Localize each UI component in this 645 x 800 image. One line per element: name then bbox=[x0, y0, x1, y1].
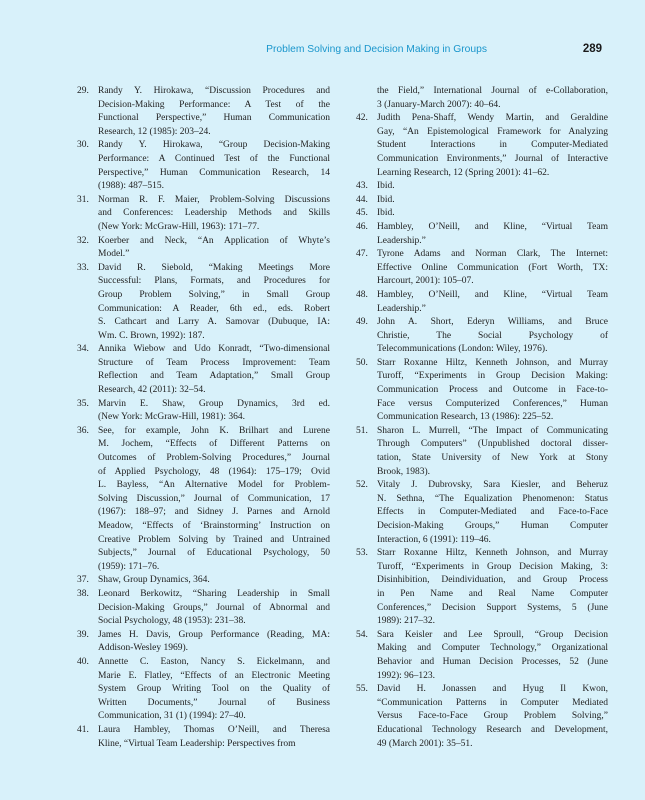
endnote-line: Hambley, O’Neill, and Kline, “Virtual Team bbox=[377, 221, 608, 232]
endnote-line: Kline, “Virtual Team Leadership: Perspectives from bbox=[98, 738, 296, 749]
endnote bbox=[77, 724, 330, 751]
endnote-number: 42. bbox=[356, 113, 368, 124]
endnote bbox=[356, 316, 608, 357]
endnote-line: Effective Online Communication (Fort Worth, TX: bbox=[377, 262, 608, 273]
endnote-line: S. Cathcart and Larry A. Samovar (Dubuque, IA: bbox=[98, 317, 330, 328]
endnote-line: James H. Davis, Group Performance (Reading, MA: bbox=[98, 629, 330, 640]
endnote-number: 29. bbox=[77, 86, 89, 96]
endnote-text bbox=[377, 248, 608, 289]
endnote-number: 53. bbox=[356, 548, 368, 559]
endnote-text bbox=[98, 85, 330, 139]
endnote-line: Decision-Making Groups,” Journal of Abnormal and bbox=[98, 602, 330, 613]
endnote-line: Disinhibition, Deindividuation, and Group Process bbox=[377, 575, 608, 586]
endnote-line: Randy Y. Hirokawa, “Group Decision-Making bbox=[98, 140, 330, 151]
endnote-text bbox=[377, 629, 608, 683]
endnote-line: Successful: Plans, Formats, and Procedures for bbox=[98, 276, 330, 287]
endnote-line: System Group Writing Tool on the Quality of bbox=[98, 684, 330, 695]
endnote-number: 34. bbox=[77, 344, 89, 355]
endnote-line: Versus Face-to-Face Group Problem Solving,” bbox=[377, 711, 608, 722]
endnote bbox=[356, 547, 608, 629]
endnote bbox=[77, 85, 330, 139]
endnote-text bbox=[98, 588, 330, 629]
endnote-line: Reflection and Team Adaptation,” Small Group bbox=[98, 371, 330, 382]
endnote-line: Learning Research, 12 (Spring 2001): 41–62. bbox=[377, 167, 550, 178]
endnote-line: Ibid. bbox=[377, 194, 395, 205]
endnote bbox=[356, 248, 608, 289]
endnote-line: (1988): 487–515. bbox=[98, 181, 164, 192]
endnote bbox=[356, 207, 608, 221]
endnote-line: Communication, 31 (1) (1994): 27–40. bbox=[98, 711, 246, 722]
endnote-number: 46. bbox=[356, 221, 368, 232]
endnote-line: Perspective,” Human Communication Research, 14 bbox=[98, 167, 330, 178]
endnote-number: 32. bbox=[77, 235, 89, 246]
endnote-line: Marvin E. Shaw, Group Dynamics, 3rd ed. bbox=[98, 398, 330, 409]
endnote-line: Starr Roxanne Hiltz, Kenneth Johnson, and Murray bbox=[377, 548, 608, 559]
endnote-line: Telecommunications (London: Wiley, 1976). bbox=[377, 344, 548, 355]
endnote-line: Decision-Making Groups,” Human Computer bbox=[377, 521, 608, 531]
endnote bbox=[77, 343, 330, 397]
endnote-line: Subjects,” Journal of Educational Psychology, 50 bbox=[98, 548, 330, 559]
endnote-number: 55. bbox=[356, 684, 368, 695]
endnote bbox=[356, 194, 608, 208]
endnote bbox=[356, 221, 608, 248]
endnote bbox=[77, 425, 330, 575]
endnote-line: M. Jochem, “Effects of Different Patterns on bbox=[98, 439, 330, 450]
endnote-line: the Field,” International Journal of e-Collaboration, bbox=[377, 86, 608, 96]
endnote-number: 44. bbox=[356, 194, 368, 205]
endnote-line: Ibid. bbox=[377, 208, 395, 219]
endnote-number: 37. bbox=[77, 575, 89, 586]
endnote-text bbox=[98, 235, 330, 262]
endnote-number: 33. bbox=[77, 262, 89, 273]
endnote-number: 31. bbox=[77, 194, 89, 205]
endnote-line: Wm. C. Brown, 1992): 187. bbox=[98, 330, 205, 341]
endnote bbox=[356, 180, 608, 194]
endnote-line: Decision-Making Performance: A Test of the bbox=[98, 99, 330, 110]
endnote-line: Through Computers” (Unpublished doctoral disser- bbox=[377, 439, 608, 450]
endnote-number: 52. bbox=[356, 480, 368, 491]
endnote-line: Research, 12 (1985): 203–24. bbox=[98, 126, 211, 137]
endnote-number: 38. bbox=[77, 588, 89, 599]
endnote-line: Behavior and Human Decision Processes, 52 (June bbox=[377, 656, 608, 667]
endnote-line: L. Bayless, “An Alternative Model for Problem- bbox=[98, 480, 330, 491]
endnote-text bbox=[98, 425, 330, 575]
endnote-line: Solving Discussion,” Journal of Communication, 17 bbox=[98, 493, 330, 504]
endnote-line: Effects in Computer-Mediated and Face-to-Face bbox=[377, 507, 608, 518]
endnote-text bbox=[377, 85, 608, 112]
endnote-line: Structure of Team Process Improvement: Team bbox=[98, 357, 330, 368]
endnote-line: Leadership.” bbox=[377, 235, 426, 246]
endnote-line: Model.” bbox=[98, 249, 130, 260]
endnote bbox=[356, 683, 608, 751]
endnote-text bbox=[377, 207, 608, 221]
endnote-line: 3 (January-March 2007): 40–64. bbox=[377, 99, 501, 110]
endnote-line: Conferences,” Decision Support Systems, 5 (June bbox=[377, 602, 608, 613]
endnote-text bbox=[98, 574, 330, 588]
endnote-line: Research, 42 (2011): 32–54. bbox=[98, 385, 206, 396]
endnote-text bbox=[98, 194, 330, 235]
endnote-text bbox=[377, 425, 608, 479]
endnote-line: Group Problem Solving,” in Small Group bbox=[98, 289, 330, 300]
endnote-number: 39. bbox=[77, 629, 89, 640]
endnote-text bbox=[377, 479, 608, 547]
endnote bbox=[356, 112, 608, 180]
endnote-line: 49 (March 2001): 35–51. bbox=[377, 738, 473, 749]
endnote-line: Addison-Wesley 1969). bbox=[98, 643, 188, 654]
endnote bbox=[77, 235, 330, 262]
endnote-line: Leadership.” bbox=[377, 303, 426, 314]
endnote bbox=[356, 425, 608, 479]
endnote-line: Annette C. Easton, Nancy S. Eickelmann, and bbox=[98, 656, 330, 667]
endnote-line: Meadow, “Effects of ‘Brainstorming’ Instruction on bbox=[98, 521, 330, 531]
endnote bbox=[77, 398, 330, 425]
endnote-line: Communication Process and Outcome in Face-to- bbox=[377, 385, 608, 396]
endnote-line: John A. Short, Ederyn Williams, and Bruce bbox=[377, 317, 608, 328]
endnote-line: Communication Research, 13 (1986): 225–52. bbox=[377, 412, 554, 423]
endnote-text bbox=[98, 343, 330, 397]
page-number: 289 bbox=[582, 43, 602, 55]
endnote-line: (New York: McGraw-Hill, 1981): 364. bbox=[98, 412, 245, 423]
endnote-line: Sara Keisler and Lee Sproull, “Group Decision bbox=[377, 629, 608, 640]
endnote-line: Making and Computer Technology,” Organizational bbox=[377, 643, 608, 654]
endnote-text bbox=[377, 180, 608, 194]
endnote-line: Communication: A Reader, 6th ed., eds. Robert bbox=[98, 303, 330, 314]
endnote-line: N. Sethna, “The Equalization Phenomenon: Status bbox=[377, 493, 608, 504]
endnote bbox=[356, 357, 608, 425]
endnote-text bbox=[98, 398, 330, 425]
endnote-text bbox=[98, 724, 330, 751]
endnote-number: 51. bbox=[356, 425, 368, 436]
endnote-number: 40. bbox=[77, 656, 89, 667]
endnote-text bbox=[377, 221, 608, 248]
endnote-line: 1989): 217–32. bbox=[377, 616, 436, 627]
endnote-line: tation, State University of New York at Stony bbox=[377, 453, 608, 464]
endnote-text bbox=[377, 194, 608, 208]
endnote-line: Norman R. F. Maier, Problem-Solving Discussions bbox=[98, 194, 330, 205]
endnote bbox=[77, 262, 330, 344]
running-title: Problem Solving and Decision Making in Groups bbox=[266, 44, 487, 55]
endnote-number: 47. bbox=[356, 249, 368, 260]
endnote-line: Leonard Berkowitz, “Sharing Leadership in Small bbox=[98, 588, 330, 599]
endnote-number: 49. bbox=[356, 317, 368, 328]
endnote-line: Randy Y. Hirokawa, “Discussion Procedures and bbox=[98, 86, 330, 96]
endnote-number: 45. bbox=[356, 208, 368, 219]
endnote-line: David H. Jonassen and Hyug Il Kwon, bbox=[377, 684, 608, 695]
endnote-text bbox=[377, 289, 608, 316]
endnote-number: 30. bbox=[77, 140, 89, 151]
endnote-line: Performance: A Continued Test of the Functional bbox=[98, 153, 330, 164]
endnote-line: Vitaly J. Dubrovsky, Sara Kiesler, and Beheruz bbox=[377, 480, 608, 491]
endnote bbox=[77, 588, 330, 629]
endnote-line: Written Documents,” Journal of Business bbox=[98, 697, 330, 708]
endnote-line: (New York: McGraw-Hill, 1963): 171–77. bbox=[98, 221, 260, 232]
endnote-text bbox=[98, 262, 330, 344]
endnote-line: Turoff, “Experiments in Group Decision Making, 3: bbox=[377, 561, 608, 572]
endnote bbox=[77, 194, 330, 235]
endnote-line: Shaw, Group Dynamics, 364. bbox=[98, 575, 210, 586]
endnote-line: Turoff, “Experiments in Group Decision Making: bbox=[377, 371, 608, 382]
endnote-line: (1959): 171–76. bbox=[98, 561, 160, 572]
endnote-line: “Communication Patterns in Computer Mediated bbox=[377, 697, 608, 708]
endnote-text bbox=[377, 357, 608, 425]
endnote-line: Marie E. Flatley, “Effects of an Electronic Meeting bbox=[98, 670, 330, 681]
notes-column-left bbox=[77, 85, 330, 751]
endnote-line: Communication Environments,” Journal of Interactive bbox=[377, 153, 608, 164]
endnote-number: 54. bbox=[356, 629, 368, 640]
endnote-line: Tyrone Adams and Norman Clark, The Internet: bbox=[377, 249, 608, 260]
endnote-number: 41. bbox=[77, 724, 89, 735]
endnote bbox=[356, 85, 608, 112]
endnote-line: Judith Pena-Shaff, Wendy Martin, and Geraldine bbox=[377, 113, 608, 124]
endnote-line: Starr Roxanne Hiltz, Kenneth Johnson, and Murray bbox=[377, 357, 608, 368]
endnote-line: and Conferences: Leadership Methods and Skills bbox=[98, 208, 330, 219]
endnote-line: Koerber and Neck, “An Application of Whyte’s bbox=[98, 235, 330, 246]
endnote-line: Harcourt, 2001): 105–07. bbox=[377, 276, 474, 287]
endnote-line: Christie, The Social Psychology of bbox=[377, 330, 608, 341]
endnote bbox=[77, 139, 330, 193]
endnote-line: in Pen Name and Real Name Computer bbox=[377, 588, 608, 599]
endnote-line: Functional Perspective,” Human Communication bbox=[98, 113, 330, 124]
endnote-line: Student Interactions in Computer-Mediated bbox=[377, 140, 608, 151]
endnote-line: of Applied Psychology, 48 (1964): 175–179; Ovid bbox=[98, 466, 330, 477]
endnote-number: 48. bbox=[356, 289, 368, 300]
endnote-line: 1992): 96–123. bbox=[377, 670, 436, 681]
endnote-text bbox=[377, 683, 608, 751]
running-head bbox=[0, 44, 645, 58]
endnote-number: 36. bbox=[77, 425, 89, 436]
endnote-text bbox=[377, 316, 608, 357]
endnote-line: Face versus Computerized Conferences,” Human bbox=[377, 398, 608, 409]
endnote-line: David R. Siebold, “Making Meetings More bbox=[98, 262, 330, 273]
endnote-text bbox=[377, 547, 608, 629]
endnote bbox=[77, 629, 330, 656]
endnote-line: Gay, “An Epistemological Framework for Analyzing bbox=[377, 126, 608, 137]
endnote-line: Ibid. bbox=[377, 181, 395, 192]
endnote-line: See, for example, John K. Brilhart and Lurene bbox=[98, 425, 330, 436]
endnote-line: Annika Wiebow and Udo Konradt, “Two-dimensional bbox=[98, 344, 330, 355]
endnote-text bbox=[98, 629, 330, 656]
endnote bbox=[356, 479, 608, 547]
endnote-line: Creative Problem Solving by Trained and Untrained bbox=[98, 534, 330, 545]
endnote-line: Outcomes of Problem-Solving Procedures,” Journal bbox=[98, 453, 330, 464]
notes-column-right bbox=[356, 85, 608, 751]
endnote-text bbox=[98, 656, 330, 724]
endnote-line: Brook, 1983). bbox=[377, 466, 431, 477]
endnote-text bbox=[98, 139, 330, 193]
endnote bbox=[77, 656, 330, 724]
endnote-line: Laura Hambley, Thomas O’Neill, and Theresa bbox=[98, 724, 330, 735]
endnote-line: (1967): 188–97; and Sidney J. Parnes and Arnold bbox=[98, 507, 330, 518]
endnote-number: 43. bbox=[356, 181, 368, 192]
endnote-line: Social Psychology, 48 (1953): 231–38. bbox=[98, 616, 246, 627]
endnote-number: 35. bbox=[77, 398, 89, 409]
endnote bbox=[356, 629, 608, 683]
endnote-line: Sharon L. Murrell, “The Impact of Communicating bbox=[377, 425, 608, 436]
endnote-line: Hambley, O’Neill, and Kline, “Virtual Team bbox=[377, 289, 608, 300]
endnote-number: 50. bbox=[356, 357, 368, 368]
endnote-text bbox=[377, 112, 608, 180]
endnote-line: Interaction, 6 (1991): 119–46. bbox=[377, 534, 491, 545]
endnote bbox=[77, 574, 330, 588]
endnote bbox=[356, 289, 608, 316]
endnote-line: Educational Technology Research and Development, bbox=[377, 724, 608, 735]
